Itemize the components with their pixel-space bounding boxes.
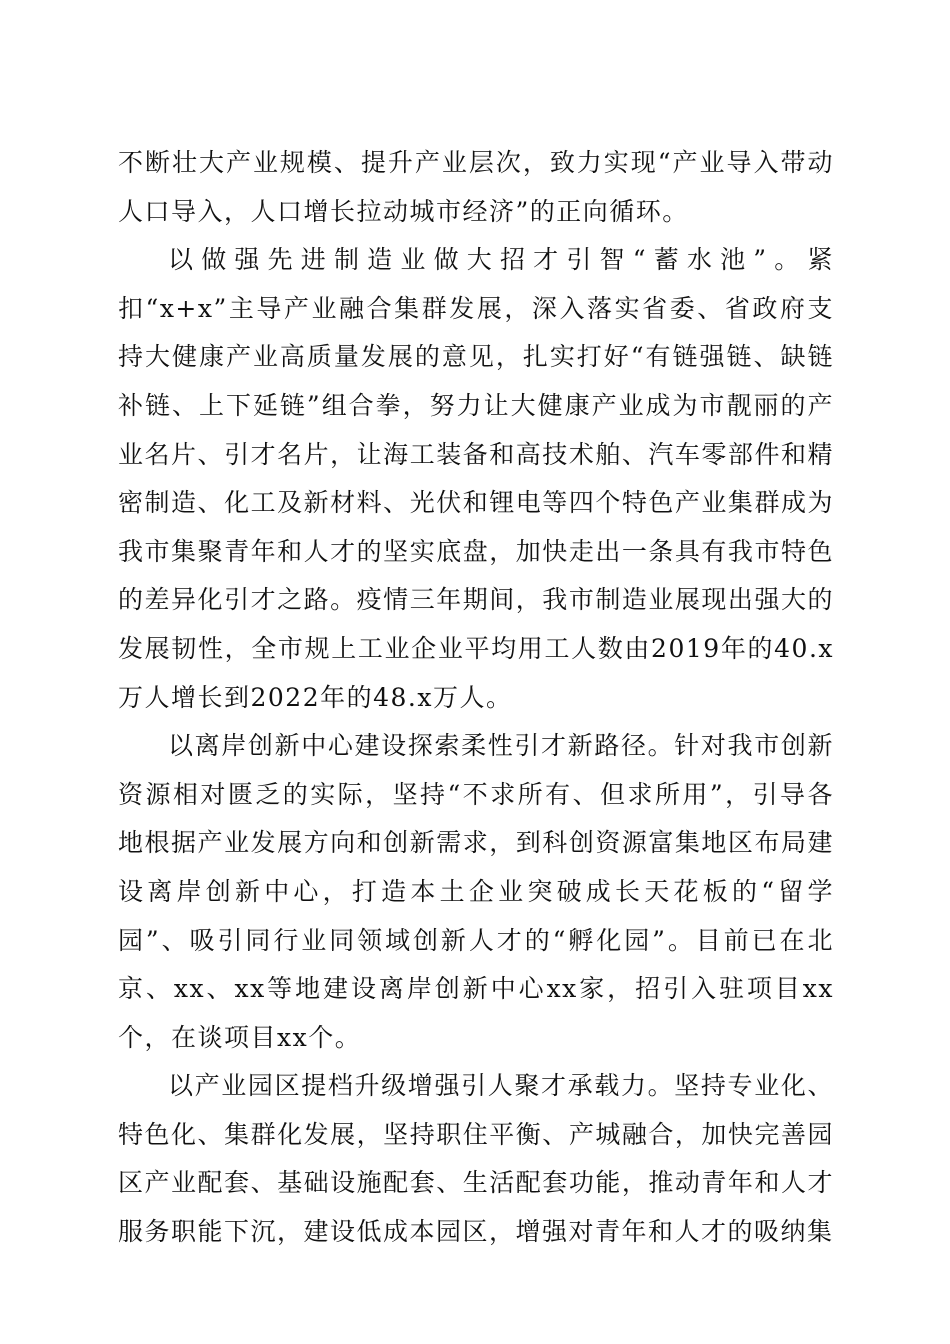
paragraph-industrial-park: 以产业园区提档升级增强引人聚才承载力。坚持专业化、特色化、集群化发展，坚持职住平衡、产城融合，加快完善园区产业配套、基础设施配套、生活配套功能，推动青年和人才服务职能下沉，建设低成本园区，增强对青年和人才的吸纳集 bbox=[118, 1071, 834, 1247]
document-body bbox=[118, 139, 834, 1257]
paragraph-offshore-innovation: 以离岸创新中心建设探索柔性引才新路径。针对我市创新资源相对匮乏的实际，坚持“不求所有、但求所用”，引导各地根据产业发展方向和创新需求，到科创资源富集地区布局建设离岸创新中心，打造本土企业突破成长天花板的“留学园”、吸引同行业同领域创新人才的“孵化园”。目前已在北京、xx、xx等地建设离岸创新中心xx家，招引入驻项目xx个，在谈项目xx个。 bbox=[118, 731, 834, 1052]
paragraph-manufacturing: 以做强先进制造业做大招才引智“蓄水池”。紧扣“x+x”主导产业融合集群发展，深入落实省委、省政府支持大健康产业高质量发展的意见，扎实打好“有链强链、缺链补链、上下延链”组合拳，努力让大健康产业成为市靓丽的产业名片、引才名片，让海工装备和高技术舶、汽车零部件和精密制造、化工及新材料、光伏和锂电等四个特色产业集群成为我市集聚青年和人才的坚实底盘，加快走出一条具有我市特色的差异化引才之路。疫情三年期间，我市制造业展现出强大的发展韧性，全市规上工业企业平均用工人数由2019年的40.x万人增长到2022年的48.x万人。 bbox=[118, 245, 834, 712]
paragraph-continuation: 不断壮大产业规模、提升产业层次，致力实现“产业导入带动人口导入，人口增长拉动城市经济”的正向循环。 bbox=[118, 148, 834, 226]
